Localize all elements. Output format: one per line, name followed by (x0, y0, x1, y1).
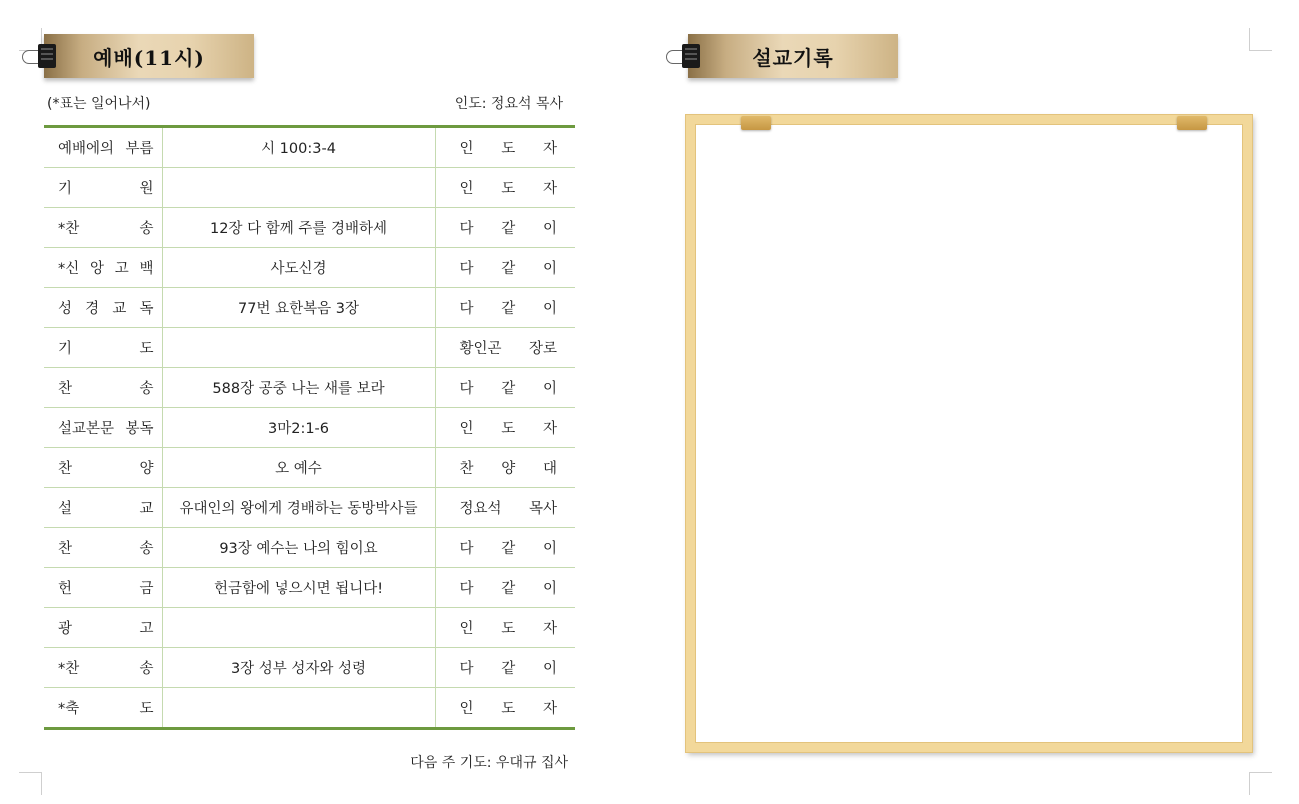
order-item: 설교본문 봉독 (58, 421, 154, 437)
order-row (44, 448, 575, 488)
order-item: 찬 송 (58, 381, 154, 397)
order-row (44, 127, 575, 168)
order-item: *찬 송 (58, 221, 154, 237)
crop-mark-bottom-right (1249, 772, 1272, 795)
order-row (44, 648, 575, 688)
crop-mark-top-right (1249, 28, 1272, 51)
order-content: 77번 요한복음 3장 (238, 301, 359, 317)
order-row (44, 368, 575, 408)
binder-clip-icon (22, 44, 46, 68)
order-row (44, 248, 575, 288)
order-row (44, 408, 575, 448)
order-person: 다 같 이 (459, 261, 557, 277)
order-row (44, 568, 575, 608)
order-content: 12장 다 함께 주를 경배하세 (210, 221, 387, 237)
order-row (44, 208, 575, 248)
sermon-notes-frame (686, 115, 1252, 752)
order-row (44, 288, 575, 328)
order-content: 유대인의 왕에게 경배하는 동방박사들 (179, 501, 418, 517)
crop-mark-bottom-left (19, 772, 42, 795)
order-content: 93장 예수는 나의 힘이요 (219, 541, 378, 557)
order-item: *찬 송 (58, 661, 154, 677)
worship-banner (44, 34, 254, 78)
order-item: 기 원 (58, 181, 154, 197)
order-content: 헌금함에 넣으시면 됩니다! (213, 581, 384, 597)
order-person: 다 같 이 (459, 581, 557, 597)
order-row (44, 168, 575, 208)
order-person: 다 같 이 (459, 301, 557, 317)
order-item: 헌 금 (58, 581, 154, 597)
order-person: 다 같 이 (459, 541, 557, 557)
order-content: 3마2:1-6 (267, 421, 330, 437)
binder-clip-icon (666, 44, 690, 68)
order-row (44, 328, 575, 368)
order-person: 다 같 이 (459, 221, 557, 237)
order-item: 예배에의 부름 (58, 141, 154, 157)
order-item: 기 도 (58, 341, 154, 357)
sermon-record-title: 설교기록 (752, 45, 834, 70)
order-content: 588장 공중 나는 새를 보라 (212, 381, 385, 397)
order-item: *축 도 (58, 701, 154, 717)
tape-right (1177, 116, 1207, 130)
order-person: 인 도 자 (459, 181, 557, 197)
order-person: 다 같 이 (459, 381, 557, 397)
order-person: 황인곤 장로 (459, 341, 557, 357)
order-person: 인 도 자 (459, 141, 557, 157)
order-item: 광 고 (58, 621, 154, 637)
order-content: 3장 성부 성자와 성령 (230, 661, 367, 677)
order-row (44, 688, 575, 729)
order-person: 정요석 목사 (459, 501, 557, 517)
worship-title: 예배(11시) (93, 45, 205, 70)
order-person: 인 도 자 (459, 621, 557, 637)
order-person: 인 도 자 (459, 701, 557, 717)
order-content: 오 예수 (275, 461, 322, 477)
order-item: 찬 양 (58, 461, 154, 477)
order-content: 사도신경 (270, 261, 327, 277)
order-person: 다 같 이 (459, 661, 557, 677)
next-week-prayer: 다음 주 기도: 우대규 집사 (410, 755, 568, 771)
order-content: 시 100:3-4 (261, 141, 336, 157)
standing-note: (*표는 일어나서) (47, 96, 151, 112)
order-person: 인 도 자 (459, 421, 557, 437)
order-row (44, 528, 575, 568)
sermon-record-banner (688, 34, 898, 78)
leader-label: 인도: 정요석 목사 (454, 96, 563, 112)
order-item: 설 교 (58, 501, 154, 517)
order-item: 성 경 교 독 (58, 301, 154, 317)
order-item: *신 앙 고 백 (58, 261, 154, 277)
order-item: 찬 송 (58, 541, 154, 557)
order-row (44, 608, 575, 648)
tape-left (741, 116, 771, 130)
order-person: 찬 양 대 (459, 461, 557, 477)
worship-order-table (44, 125, 575, 730)
order-row (44, 488, 575, 528)
